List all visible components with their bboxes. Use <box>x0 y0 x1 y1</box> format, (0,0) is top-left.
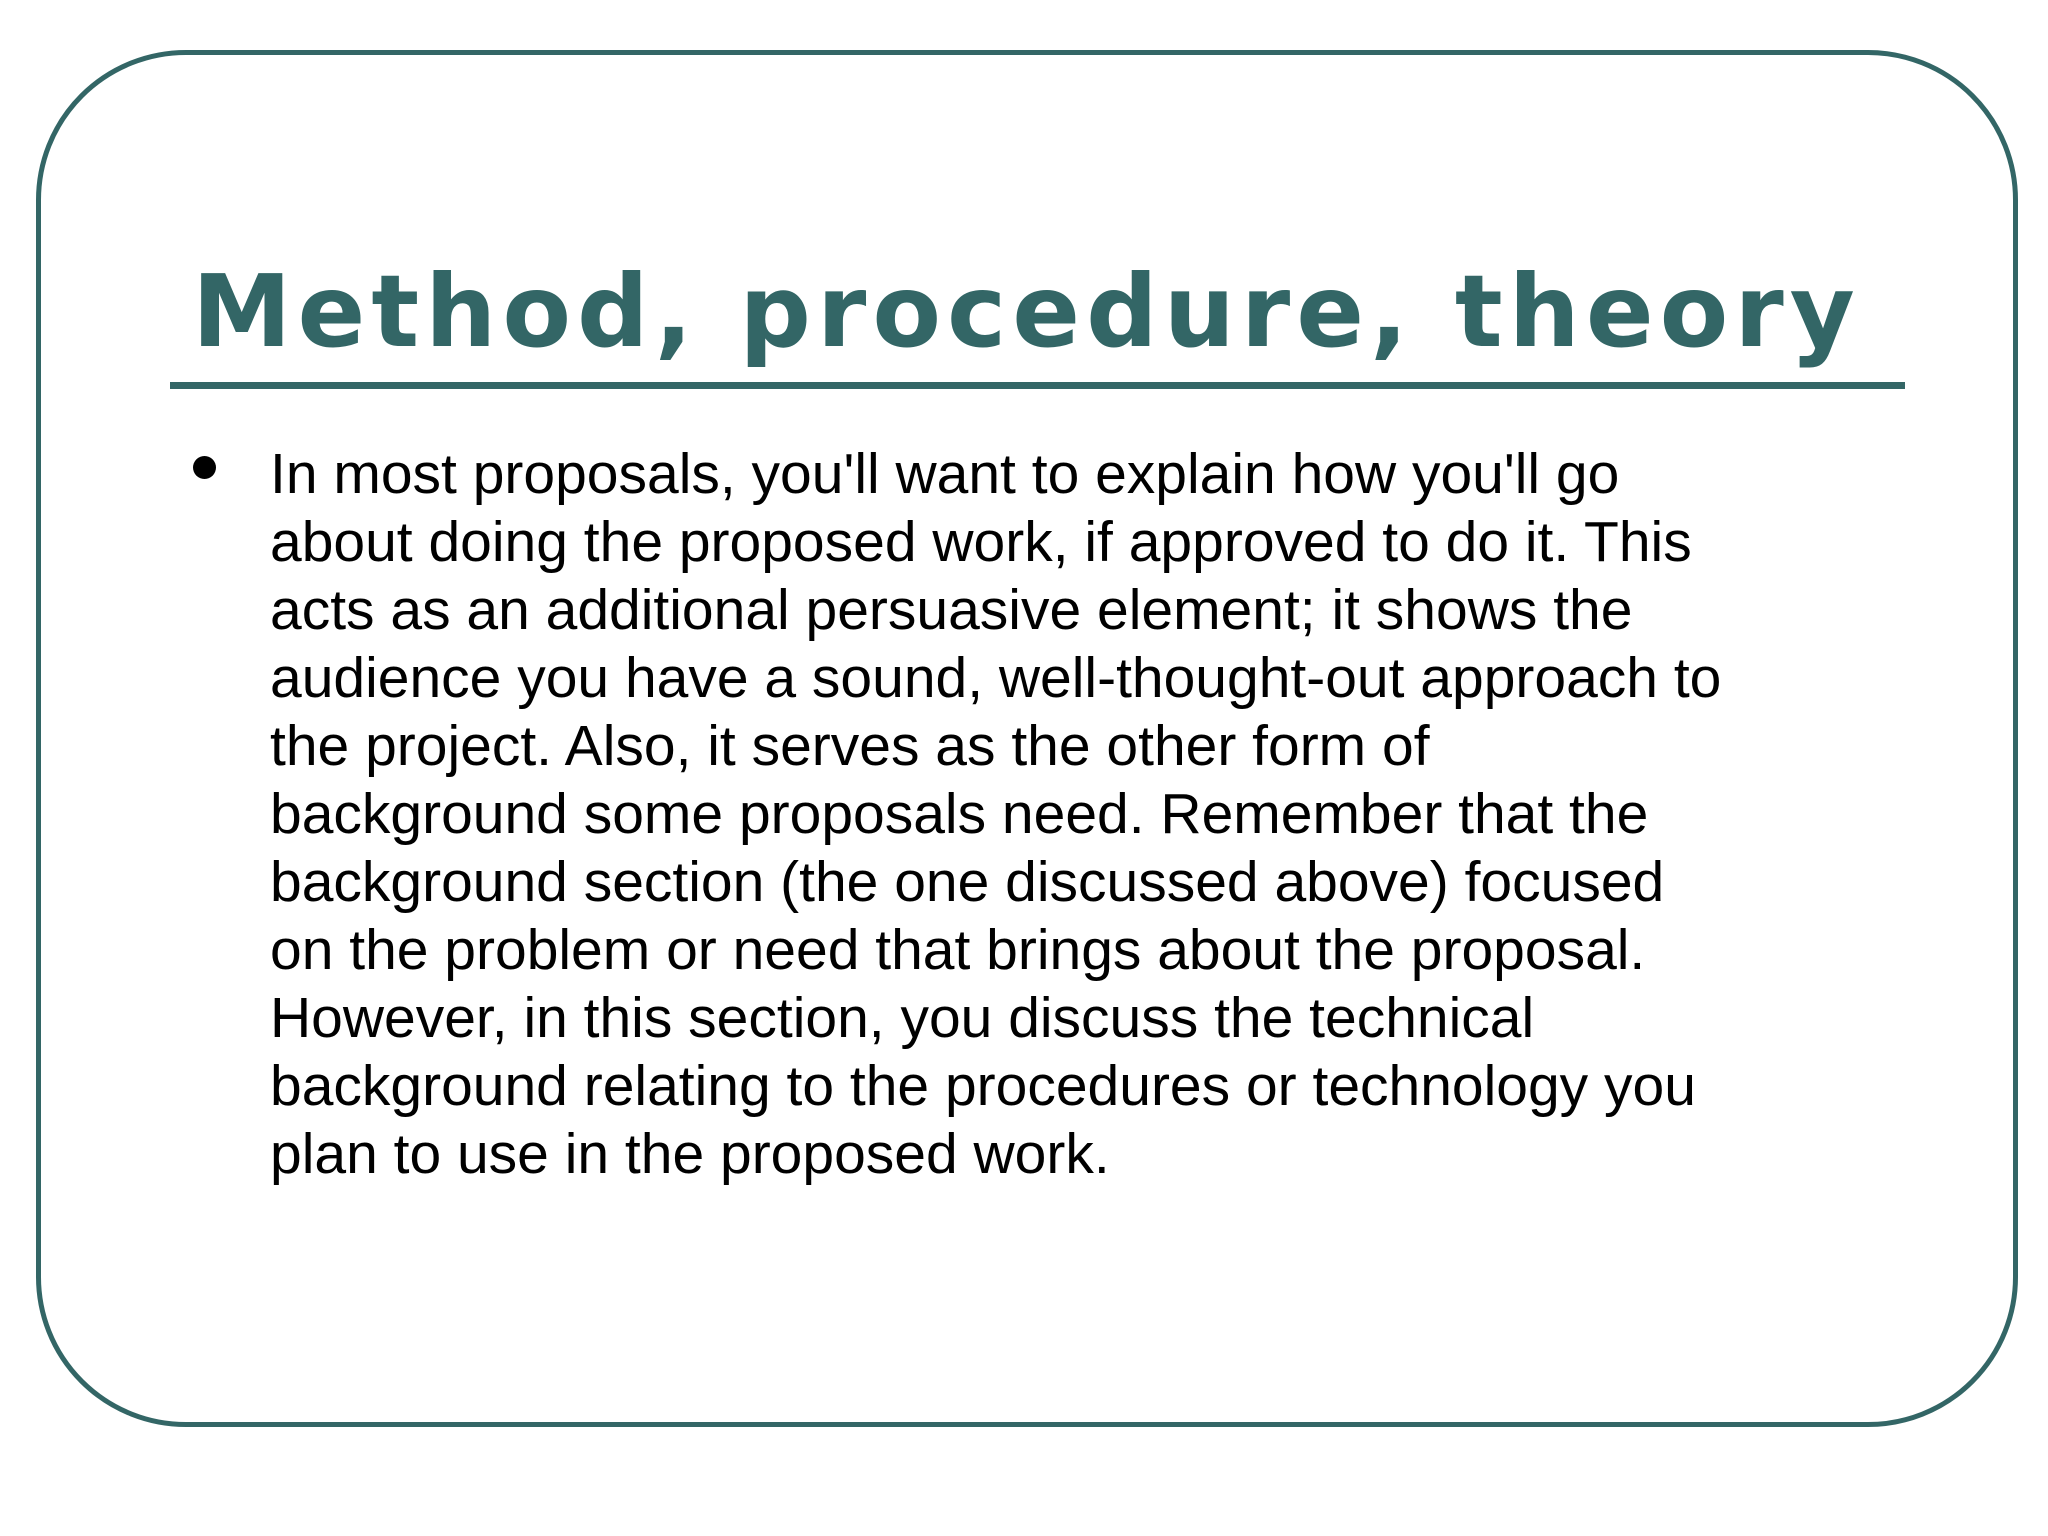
bullet-text-line: background relating to the procedures or technology you <box>270 1054 1696 1118</box>
bullet-text-line: audience you have a sound, well-thought-out approach to <box>270 646 1722 710</box>
bullet-list <box>190 440 1890 1188</box>
bullet-dot-icon <box>193 456 216 479</box>
bullet-text-line: In most proposals, you'll want to explain how you'll go <box>270 442 1620 506</box>
bullet-item <box>190 440 1890 1188</box>
slide-title: Method, procedure, theory <box>192 253 1861 370</box>
title-underline <box>170 382 1905 389</box>
bullet-text-line: However, in this section, you discuss the technical <box>270 986 1535 1050</box>
bullet-text-line: plan to use in the proposed work. <box>270 1122 1110 1186</box>
bullet-text-line: background section (the one discussed above) focused <box>270 850 1665 914</box>
bullet-text-line: about doing the proposed work, if approved to do it. This <box>270 510 1692 574</box>
bullet-text-line: acts as an additional persuasive element; it shows the <box>270 578 1633 642</box>
bullet-text-line: background some proposals need. Remember that the <box>270 782 1649 846</box>
bullet-text-line: the project. Also, it serves as the other form of <box>270 714 1430 778</box>
bullet-text-line: on the problem or need that brings about the proposal. <box>270 918 1646 982</box>
